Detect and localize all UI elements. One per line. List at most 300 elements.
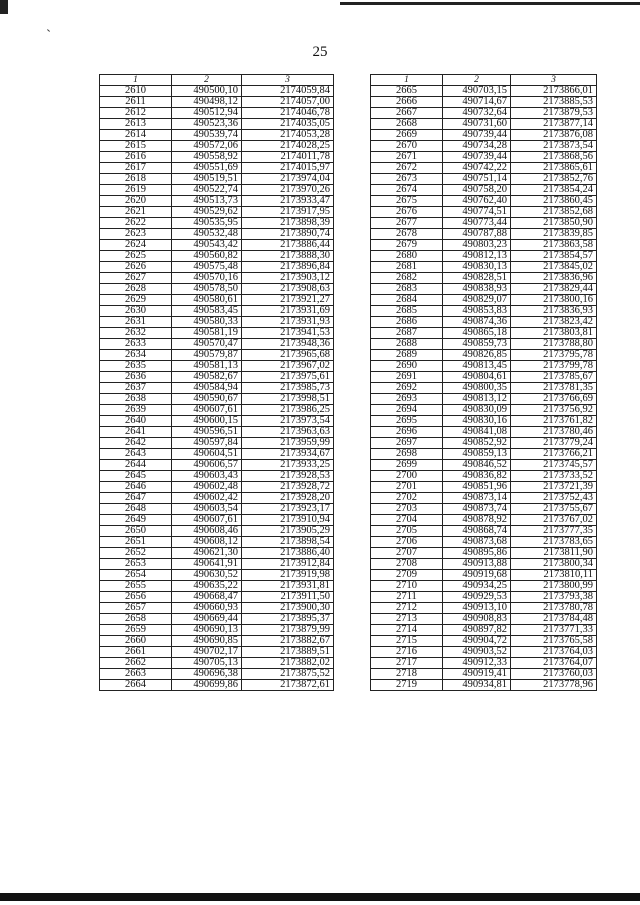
table-row bbox=[371, 218, 597, 229]
table-row bbox=[100, 339, 334, 350]
x-coordinate-cell: 490913,88 bbox=[443, 559, 511, 570]
point-number-cell: 2702 bbox=[371, 493, 443, 504]
right-coordinates-table bbox=[370, 74, 597, 691]
point-number-cell: 2625 bbox=[100, 251, 172, 262]
x-coordinate-cell: 490787,88 bbox=[443, 229, 511, 240]
table-row bbox=[100, 559, 334, 570]
x-coordinate-cell: 490512,94 bbox=[172, 108, 242, 119]
x-coordinate-cell: 490551,69 bbox=[172, 163, 242, 174]
y-coordinate-cell: 2173836,93 bbox=[511, 306, 597, 317]
table-row bbox=[100, 174, 334, 185]
x-coordinate-cell: 490597,84 bbox=[172, 438, 242, 449]
point-number-cell: 2622 bbox=[100, 218, 172, 229]
scan-speck bbox=[47, 29, 50, 32]
y-coordinate-cell: 2173965,68 bbox=[242, 350, 334, 361]
point-number-cell: 2637 bbox=[100, 383, 172, 394]
table-row bbox=[371, 526, 597, 537]
column-header-3: 3 bbox=[242, 75, 334, 86]
x-coordinate-cell: 490690,85 bbox=[172, 636, 242, 647]
x-coordinate-cell: 490523,36 bbox=[172, 119, 242, 130]
table-row bbox=[371, 339, 597, 350]
x-coordinate-cell: 490703,15 bbox=[443, 86, 511, 97]
table-row bbox=[371, 405, 597, 416]
point-number-cell: 2642 bbox=[100, 438, 172, 449]
x-coordinate-cell: 490606,57 bbox=[172, 460, 242, 471]
y-coordinate-cell: 2173745,57 bbox=[511, 460, 597, 471]
x-coordinate-cell: 490560,82 bbox=[172, 251, 242, 262]
point-number-cell: 2699 bbox=[371, 460, 443, 471]
point-number-cell: 2657 bbox=[100, 603, 172, 614]
y-coordinate-cell: 2173766,69 bbox=[511, 394, 597, 405]
x-coordinate-cell: 490602,42 bbox=[172, 493, 242, 504]
point-number-cell: 2679 bbox=[371, 240, 443, 251]
table-row bbox=[100, 394, 334, 405]
point-number-cell: 2613 bbox=[100, 119, 172, 130]
point-number-cell: 2630 bbox=[100, 306, 172, 317]
x-coordinate-cell: 490731,60 bbox=[443, 119, 511, 130]
y-coordinate-cell: 2173779,24 bbox=[511, 438, 597, 449]
y-coordinate-cell: 2173896,84 bbox=[242, 262, 334, 273]
table-row bbox=[100, 405, 334, 416]
x-coordinate-cell: 490865,18 bbox=[443, 328, 511, 339]
x-coordinate-cell: 490603,43 bbox=[172, 471, 242, 482]
point-number-cell: 2611 bbox=[100, 97, 172, 108]
point-number-cell: 2653 bbox=[100, 559, 172, 570]
x-coordinate-cell: 490581,13 bbox=[172, 361, 242, 372]
table-row bbox=[371, 614, 597, 625]
point-number-cell: 2626 bbox=[100, 262, 172, 273]
x-coordinate-cell: 490852,92 bbox=[443, 438, 511, 449]
point-number-cell: 2650 bbox=[100, 526, 172, 537]
table-row bbox=[100, 526, 334, 537]
y-coordinate-cell: 2173886,44 bbox=[242, 240, 334, 251]
point-number-cell: 2697 bbox=[371, 438, 443, 449]
y-coordinate-cell: 2173767,02 bbox=[511, 515, 597, 526]
point-number-cell: 2718 bbox=[371, 669, 443, 680]
table-row bbox=[100, 284, 334, 295]
table-row bbox=[100, 86, 334, 97]
table-row bbox=[100, 361, 334, 372]
x-coordinate-cell: 490580,33 bbox=[172, 317, 242, 328]
point-number-cell: 2716 bbox=[371, 647, 443, 658]
x-coordinate-cell: 490635,22 bbox=[172, 581, 242, 592]
column-header-2: 2 bbox=[443, 75, 511, 86]
y-coordinate-cell: 2173799,78 bbox=[511, 361, 597, 372]
y-coordinate-cell: 2173941,53 bbox=[242, 328, 334, 339]
point-number-cell: 2665 bbox=[371, 86, 443, 97]
column-header-1: 1 bbox=[100, 75, 172, 86]
table-row bbox=[100, 504, 334, 515]
y-coordinate-cell: 2173998,51 bbox=[242, 394, 334, 405]
point-number-cell: 2691 bbox=[371, 372, 443, 383]
y-coordinate-cell: 2173923,17 bbox=[242, 504, 334, 515]
x-coordinate-cell: 490668,47 bbox=[172, 592, 242, 603]
x-coordinate-cell: 490590,67 bbox=[172, 394, 242, 405]
table-row bbox=[100, 119, 334, 130]
y-coordinate-cell: 2173895,37 bbox=[242, 614, 334, 625]
x-coordinate-cell: 490812,13 bbox=[443, 251, 511, 262]
table-row bbox=[100, 240, 334, 251]
point-number-cell: 2684 bbox=[371, 295, 443, 306]
y-coordinate-cell: 2173852,76 bbox=[511, 174, 597, 185]
y-coordinate-cell: 2173781,35 bbox=[511, 383, 597, 394]
point-number-cell: 2672 bbox=[371, 163, 443, 174]
y-coordinate-cell: 2173886,40 bbox=[242, 548, 334, 559]
point-number-cell: 2662 bbox=[100, 658, 172, 669]
point-number-cell: 2675 bbox=[371, 196, 443, 207]
point-number-cell: 2641 bbox=[100, 427, 172, 438]
point-number-cell: 2696 bbox=[371, 427, 443, 438]
y-coordinate-cell: 2173974,04 bbox=[242, 174, 334, 185]
table-row bbox=[371, 647, 597, 658]
point-number-cell: 2700 bbox=[371, 471, 443, 482]
point-number-cell: 2704 bbox=[371, 515, 443, 526]
table-row bbox=[371, 207, 597, 218]
point-number-cell: 2710 bbox=[371, 581, 443, 592]
table-row bbox=[100, 537, 334, 548]
y-coordinate-cell: 2173905,29 bbox=[242, 526, 334, 537]
table-row bbox=[100, 647, 334, 658]
y-coordinate-cell: 2173919,98 bbox=[242, 570, 334, 581]
y-coordinate-cell: 2173898,39 bbox=[242, 218, 334, 229]
x-coordinate-cell: 490498,12 bbox=[172, 97, 242, 108]
point-number-cell: 2649 bbox=[100, 515, 172, 526]
table-row bbox=[371, 570, 597, 581]
point-number-cell: 2632 bbox=[100, 328, 172, 339]
x-coordinate-cell: 490500,10 bbox=[172, 86, 242, 97]
table-row bbox=[371, 581, 597, 592]
table-row bbox=[371, 592, 597, 603]
x-coordinate-cell: 490570,47 bbox=[172, 339, 242, 350]
table-row bbox=[100, 416, 334, 427]
point-number-cell: 2648 bbox=[100, 504, 172, 515]
x-coordinate-cell: 490660,93 bbox=[172, 603, 242, 614]
point-number-cell: 2635 bbox=[100, 361, 172, 372]
point-number-cell: 2685 bbox=[371, 306, 443, 317]
y-coordinate-cell: 2173764,07 bbox=[511, 658, 597, 669]
y-coordinate-cell: 2174015,97 bbox=[242, 163, 334, 174]
table-row bbox=[100, 141, 334, 152]
point-number-cell: 2646 bbox=[100, 482, 172, 493]
x-coordinate-cell: 490838,93 bbox=[443, 284, 511, 295]
point-number-cell: 2614 bbox=[100, 130, 172, 141]
table-row bbox=[100, 350, 334, 361]
y-coordinate-cell: 2173803,81 bbox=[511, 328, 597, 339]
point-number-cell: 2621 bbox=[100, 207, 172, 218]
table-row bbox=[100, 636, 334, 647]
point-number-cell: 2686 bbox=[371, 317, 443, 328]
point-number-cell: 2683 bbox=[371, 284, 443, 295]
table-row bbox=[371, 537, 597, 548]
table-row bbox=[371, 317, 597, 328]
y-coordinate-cell: 2173755,67 bbox=[511, 504, 597, 515]
y-coordinate-cell: 2173928,20 bbox=[242, 493, 334, 504]
x-coordinate-cell: 490895,86 bbox=[443, 548, 511, 559]
point-number-cell: 2651 bbox=[100, 537, 172, 548]
x-coordinate-cell: 490803,23 bbox=[443, 240, 511, 251]
table-row bbox=[371, 504, 597, 515]
x-coordinate-cell: 490878,92 bbox=[443, 515, 511, 526]
y-coordinate-cell: 2173934,67 bbox=[242, 449, 334, 460]
table-row bbox=[100, 482, 334, 493]
table-row bbox=[100, 152, 334, 163]
table-row bbox=[371, 669, 597, 680]
table-row bbox=[100, 460, 334, 471]
y-coordinate-cell: 2173721,39 bbox=[511, 482, 597, 493]
point-number-cell: 2694 bbox=[371, 405, 443, 416]
point-number-cell: 2639 bbox=[100, 405, 172, 416]
table-row bbox=[371, 603, 597, 614]
point-number-cell: 2681 bbox=[371, 262, 443, 273]
point-number-cell: 2677 bbox=[371, 218, 443, 229]
x-coordinate-cell: 490558,92 bbox=[172, 152, 242, 163]
x-coordinate-cell: 490828,51 bbox=[443, 273, 511, 284]
y-coordinate-cell: 2173778,96 bbox=[511, 680, 597, 691]
point-number-cell: 2674 bbox=[371, 185, 443, 196]
x-coordinate-cell: 490830,09 bbox=[443, 405, 511, 416]
point-number-cell: 2668 bbox=[371, 119, 443, 130]
y-coordinate-cell: 2173829,44 bbox=[511, 284, 597, 295]
point-number-cell: 2698 bbox=[371, 449, 443, 460]
point-number-cell: 2678 bbox=[371, 229, 443, 240]
y-coordinate-cell: 2173761,82 bbox=[511, 416, 597, 427]
table-row bbox=[100, 130, 334, 141]
x-coordinate-cell: 490751,14 bbox=[443, 174, 511, 185]
point-number-cell: 2633 bbox=[100, 339, 172, 350]
point-number-cell: 2615 bbox=[100, 141, 172, 152]
x-coordinate-cell: 490830,16 bbox=[443, 416, 511, 427]
y-coordinate-cell: 2173975,61 bbox=[242, 372, 334, 383]
y-coordinate-cell: 2173876,08 bbox=[511, 130, 597, 141]
x-coordinate-cell: 490532,48 bbox=[172, 229, 242, 240]
point-number-cell: 2624 bbox=[100, 240, 172, 251]
left-table-body bbox=[100, 86, 334, 691]
table-row bbox=[371, 658, 597, 669]
table-row bbox=[371, 471, 597, 482]
x-coordinate-cell: 490919,41 bbox=[443, 669, 511, 680]
y-coordinate-cell: 2173948,36 bbox=[242, 339, 334, 350]
point-number-cell: 2706 bbox=[371, 537, 443, 548]
point-number-cell: 2713 bbox=[371, 614, 443, 625]
column-header-2: 2 bbox=[172, 75, 242, 86]
x-coordinate-cell: 490600,15 bbox=[172, 416, 242, 427]
table-row bbox=[371, 240, 597, 251]
y-coordinate-cell: 2173877,14 bbox=[511, 119, 597, 130]
y-coordinate-cell: 2173931,93 bbox=[242, 317, 334, 328]
column-header-1: 1 bbox=[371, 75, 443, 86]
y-coordinate-cell: 2173783,65 bbox=[511, 537, 597, 548]
x-coordinate-cell: 490929,53 bbox=[443, 592, 511, 603]
y-coordinate-cell: 2173766,21 bbox=[511, 449, 597, 460]
table-row bbox=[371, 548, 597, 559]
point-number-cell: 2669 bbox=[371, 130, 443, 141]
table-row bbox=[371, 438, 597, 449]
y-coordinate-cell: 2173764,03 bbox=[511, 647, 597, 658]
x-coordinate-cell: 490602,48 bbox=[172, 482, 242, 493]
table-row bbox=[371, 251, 597, 262]
point-number-cell: 2612 bbox=[100, 108, 172, 119]
point-number-cell: 2645 bbox=[100, 471, 172, 482]
table-row bbox=[100, 669, 334, 680]
y-coordinate-cell: 2173879,53 bbox=[511, 108, 597, 119]
table-row bbox=[371, 86, 597, 97]
x-coordinate-cell: 490800,35 bbox=[443, 383, 511, 394]
x-coordinate-cell: 490851,96 bbox=[443, 482, 511, 493]
x-coordinate-cell: 490873,68 bbox=[443, 537, 511, 548]
point-number-cell: 2644 bbox=[100, 460, 172, 471]
table-row bbox=[100, 680, 334, 691]
table-row bbox=[371, 636, 597, 647]
table-header-row bbox=[100, 75, 334, 86]
x-coordinate-cell: 490604,51 bbox=[172, 449, 242, 460]
table-row bbox=[371, 394, 597, 405]
table-row bbox=[100, 592, 334, 603]
x-coordinate-cell: 490570,16 bbox=[172, 273, 242, 284]
point-number-cell: 2663 bbox=[100, 669, 172, 680]
table-row bbox=[371, 383, 597, 394]
y-coordinate-cell: 2173890,74 bbox=[242, 229, 334, 240]
y-coordinate-cell: 2173777,35 bbox=[511, 526, 597, 537]
y-coordinate-cell: 2173854,57 bbox=[511, 251, 597, 262]
x-coordinate-cell: 490734,28 bbox=[443, 141, 511, 152]
table-row bbox=[100, 625, 334, 636]
y-coordinate-cell: 2173898,54 bbox=[242, 537, 334, 548]
x-coordinate-cell: 490934,81 bbox=[443, 680, 511, 691]
table-row bbox=[100, 262, 334, 273]
table-row bbox=[100, 207, 334, 218]
point-number-cell: 2631 bbox=[100, 317, 172, 328]
y-coordinate-cell: 2173800,99 bbox=[511, 581, 597, 592]
point-number-cell: 2656 bbox=[100, 592, 172, 603]
point-number-cell: 2690 bbox=[371, 361, 443, 372]
y-coordinate-cell: 2173933,47 bbox=[242, 196, 334, 207]
y-coordinate-cell: 2173845,02 bbox=[511, 262, 597, 273]
y-coordinate-cell: 2173986,25 bbox=[242, 405, 334, 416]
x-coordinate-cell: 490762,40 bbox=[443, 196, 511, 207]
table-row bbox=[371, 141, 597, 152]
y-coordinate-cell: 2174035,05 bbox=[242, 119, 334, 130]
scan-edge-mark bbox=[0, 0, 8, 14]
y-coordinate-cell: 2173784,48 bbox=[511, 614, 597, 625]
point-number-cell: 2660 bbox=[100, 636, 172, 647]
x-coordinate-cell: 490513,73 bbox=[172, 196, 242, 207]
x-coordinate-cell: 490621,30 bbox=[172, 548, 242, 559]
x-coordinate-cell: 490813,45 bbox=[443, 361, 511, 372]
table-row bbox=[371, 108, 597, 119]
x-coordinate-cell: 490579,87 bbox=[172, 350, 242, 361]
table-row bbox=[100, 108, 334, 119]
y-coordinate-cell: 2173823,42 bbox=[511, 317, 597, 328]
x-coordinate-cell: 490826,85 bbox=[443, 350, 511, 361]
table-row bbox=[100, 251, 334, 262]
table-row bbox=[100, 548, 334, 559]
table-row bbox=[371, 515, 597, 526]
point-number-cell: 2634 bbox=[100, 350, 172, 361]
point-number-cell: 2719 bbox=[371, 680, 443, 691]
x-coordinate-cell: 490583,45 bbox=[172, 306, 242, 317]
y-coordinate-cell: 2173888,30 bbox=[242, 251, 334, 262]
x-coordinate-cell: 490773,44 bbox=[443, 218, 511, 229]
y-coordinate-cell: 2174057,00 bbox=[242, 97, 334, 108]
x-coordinate-cell: 490919,68 bbox=[443, 570, 511, 581]
page-number: 25 bbox=[312, 44, 328, 60]
point-number-cell: 2693 bbox=[371, 394, 443, 405]
x-coordinate-cell: 490608,12 bbox=[172, 537, 242, 548]
table-row bbox=[371, 493, 597, 504]
y-coordinate-cell: 2173963,63 bbox=[242, 427, 334, 438]
x-coordinate-cell: 490607,61 bbox=[172, 515, 242, 526]
x-coordinate-cell: 490699,86 bbox=[172, 680, 242, 691]
point-number-cell: 2687 bbox=[371, 328, 443, 339]
table-row bbox=[100, 570, 334, 581]
x-coordinate-cell: 490539,74 bbox=[172, 130, 242, 141]
table-row bbox=[100, 229, 334, 240]
point-number-cell: 2661 bbox=[100, 647, 172, 658]
table-row bbox=[100, 196, 334, 207]
table-row bbox=[371, 559, 597, 570]
y-coordinate-cell: 2173780,78 bbox=[511, 603, 597, 614]
y-coordinate-cell: 2173889,51 bbox=[242, 647, 334, 658]
table-row bbox=[100, 97, 334, 108]
bottom-rule bbox=[0, 893, 640, 901]
table-row bbox=[100, 427, 334, 438]
table-row bbox=[100, 218, 334, 229]
table-row bbox=[100, 515, 334, 526]
table-row bbox=[100, 163, 334, 174]
y-coordinate-cell: 2173836,96 bbox=[511, 273, 597, 284]
point-number-cell: 2628 bbox=[100, 284, 172, 295]
table-row bbox=[371, 680, 597, 691]
table-row bbox=[100, 471, 334, 482]
table-row bbox=[100, 328, 334, 339]
point-number-cell: 2701 bbox=[371, 482, 443, 493]
y-coordinate-cell: 2173733,52 bbox=[511, 471, 597, 482]
y-coordinate-cell: 2173910,94 bbox=[242, 515, 334, 526]
x-coordinate-cell: 490813,12 bbox=[443, 394, 511, 405]
x-coordinate-cell: 490519,51 bbox=[172, 174, 242, 185]
y-coordinate-cell: 2173873,54 bbox=[511, 141, 597, 152]
y-coordinate-cell: 2173928,72 bbox=[242, 482, 334, 493]
y-coordinate-cell: 2173959,99 bbox=[242, 438, 334, 449]
x-coordinate-cell: 490853,83 bbox=[443, 306, 511, 317]
point-number-cell: 2695 bbox=[371, 416, 443, 427]
point-number-cell: 2618 bbox=[100, 174, 172, 185]
y-coordinate-cell: 2173850,90 bbox=[511, 218, 597, 229]
table-row bbox=[371, 174, 597, 185]
column-header-3: 3 bbox=[511, 75, 597, 86]
table-row bbox=[100, 581, 334, 592]
table-row bbox=[371, 284, 597, 295]
x-coordinate-cell: 490908,83 bbox=[443, 614, 511, 625]
x-coordinate-cell: 490846,52 bbox=[443, 460, 511, 471]
y-coordinate-cell: 2173872,61 bbox=[242, 680, 334, 691]
y-coordinate-cell: 2173788,80 bbox=[511, 339, 597, 350]
y-coordinate-cell: 2174053,28 bbox=[242, 130, 334, 141]
x-coordinate-cell: 490582,67 bbox=[172, 372, 242, 383]
point-number-cell: 2623 bbox=[100, 229, 172, 240]
y-coordinate-cell: 2173800,16 bbox=[511, 295, 597, 306]
y-coordinate-cell: 2173879,99 bbox=[242, 625, 334, 636]
y-coordinate-cell: 2173839,85 bbox=[511, 229, 597, 240]
point-number-cell: 2670 bbox=[371, 141, 443, 152]
y-coordinate-cell: 2173917,95 bbox=[242, 207, 334, 218]
table-row bbox=[371, 163, 597, 174]
table-row bbox=[371, 97, 597, 108]
y-coordinate-cell: 2173795,78 bbox=[511, 350, 597, 361]
x-coordinate-cell: 490758,20 bbox=[443, 185, 511, 196]
x-coordinate-cell: 490580,61 bbox=[172, 295, 242, 306]
table-row bbox=[100, 603, 334, 614]
